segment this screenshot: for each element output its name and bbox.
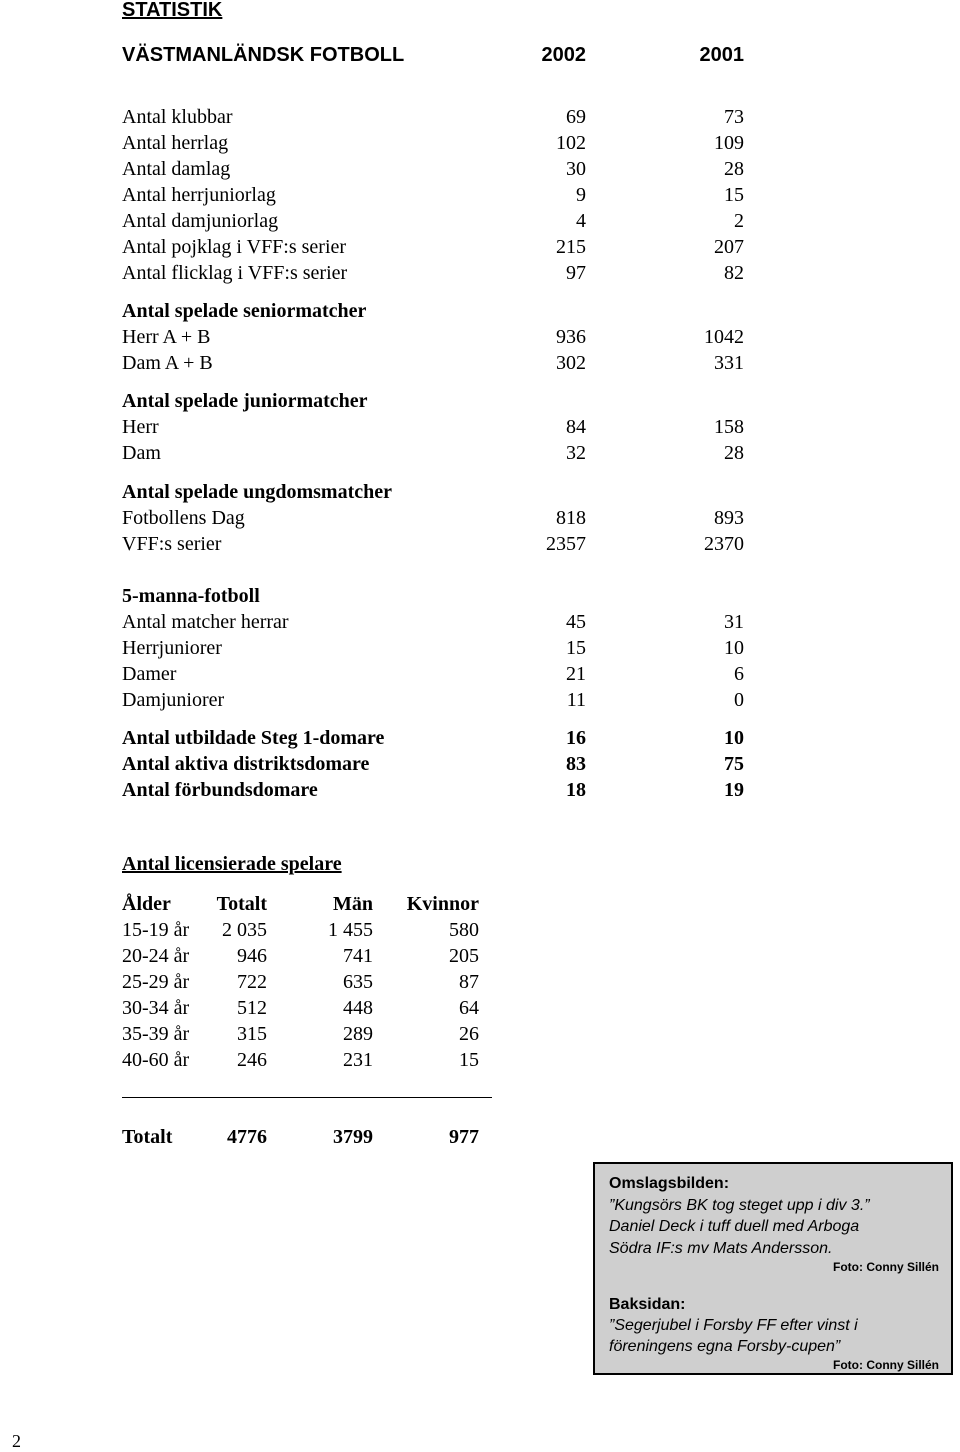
row-label: Antal klubbar <box>122 106 233 128</box>
cell: 246 <box>237 1049 267 1071</box>
value-2002: 102 <box>556 132 586 154</box>
table-row <box>122 1023 479 1049</box>
table-row <box>122 611 744 637</box>
value-2002: 84 <box>566 416 586 438</box>
cover-caption-line: ”Kungsörs BK tog steget upp i div 3.” <box>609 1197 870 1214</box>
table-row <box>122 184 744 210</box>
page-heading: STATISTIK <box>122 0 223 21</box>
cell: 35-39 år <box>122 1023 190 1045</box>
back-caption-line: föreningens egna Forsby-cupen” <box>609 1338 841 1355</box>
row-label: Fotbollens Dag <box>122 507 245 529</box>
row-label: Antal aktiva distriktsdomare <box>122 753 370 775</box>
table-row <box>122 637 744 663</box>
cell: Totalt <box>216 893 267 915</box>
total-divider <box>122 1097 492 1098</box>
value-2001: 75 <box>724 753 744 775</box>
value-2001: 893 <box>714 507 744 529</box>
cell: 580 <box>449 919 479 941</box>
value-2002: 936 <box>556 326 586 348</box>
table-row <box>122 663 744 689</box>
table-row <box>122 236 744 262</box>
value-2001: 109 <box>714 132 744 154</box>
value-2002: 30 <box>566 158 586 180</box>
cell: Kvinnor <box>406 893 479 915</box>
table-row <box>122 300 744 326</box>
table-row <box>122 533 744 559</box>
column-header-2001: 2001 <box>699 44 744 66</box>
table-row <box>122 971 479 997</box>
value-2001: 158 <box>714 416 744 438</box>
row-label: Herrjuniorer <box>122 637 222 659</box>
licensed-players-title: Antal licensierade spelare <box>122 853 342 875</box>
row-label: Herr <box>122 416 159 438</box>
cell: 1 455 <box>328 919 373 941</box>
cell: 635 <box>343 971 373 993</box>
cell: 2 035 <box>222 919 267 941</box>
value-2001: 19 <box>724 779 744 801</box>
value-2002: 45 <box>566 611 586 633</box>
value-2002: 11 <box>566 689 586 711</box>
value-2002: 9 <box>576 184 586 206</box>
table-row <box>122 585 744 611</box>
cell: 977 <box>449 1126 479 1148</box>
row-label: Antal damlag <box>122 158 231 180</box>
value-2001: 10 <box>724 727 744 749</box>
table-row <box>122 132 744 158</box>
table-title: VÄSTMANLÄNDSK FOTBOLL <box>122 44 405 66</box>
cell: 26 <box>459 1023 479 1045</box>
table-row <box>122 753 744 779</box>
value-2001: 28 <box>724 442 744 464</box>
cell: 289 <box>343 1023 373 1045</box>
value-2001: 207 <box>714 236 744 258</box>
value-2001: 31 <box>724 611 744 633</box>
table-row <box>122 262 744 288</box>
row-label: Antal spelade ungdomsmatcher <box>122 481 393 503</box>
table-header-row <box>122 893 479 919</box>
cell: 87 <box>459 971 479 993</box>
table-row <box>122 481 744 507</box>
value-2002: 15 <box>566 637 586 659</box>
cell: 722 <box>237 971 267 993</box>
value-2001: 0 <box>734 689 744 711</box>
row-label: Antal pojklag i VFF:s serier <box>122 236 347 258</box>
cover-photo-credit: Foto: Conny Sillén <box>833 1260 939 1274</box>
cell: 4776 <box>227 1126 267 1148</box>
row-label: Antal spelade juniormatcher <box>122 390 368 412</box>
table-row <box>122 997 479 1023</box>
value-2001: 73 <box>724 106 744 128</box>
row-label: Dam A + B <box>122 352 213 374</box>
cell: 40-60 år <box>122 1049 190 1071</box>
row-label: Antal herrlag <box>122 132 229 154</box>
value-2002: 18 <box>566 779 586 801</box>
value-2002: 21 <box>566 663 586 685</box>
cell: 231 <box>343 1049 373 1071</box>
table-row <box>122 727 744 753</box>
table-row <box>122 919 479 945</box>
photo-caption-box <box>593 1162 953 1375</box>
table-row <box>122 442 744 468</box>
value-2001: 2 <box>734 210 744 232</box>
row-label: 5-manna-fotboll <box>122 585 260 607</box>
table-row <box>122 390 744 416</box>
table-row <box>122 210 744 236</box>
table-row <box>122 106 744 132</box>
row-label: Dam <box>122 442 161 464</box>
row-label: Damer <box>122 663 177 685</box>
table-row <box>122 689 744 715</box>
value-2002: 818 <box>556 507 586 529</box>
value-2001: 28 <box>724 158 744 180</box>
back-caption-title: Baksidan: <box>609 1296 686 1313</box>
value-2002: 83 <box>566 753 586 775</box>
value-2002: 97 <box>566 262 586 284</box>
value-2002: 69 <box>566 106 586 128</box>
cell: Ålder <box>122 893 171 915</box>
table-row <box>122 416 744 442</box>
cell: 448 <box>343 997 373 1019</box>
page-number: 2 <box>12 1431 21 1451</box>
back-photo-credit: Foto: Conny Sillén <box>833 1358 939 1372</box>
value-2002: 2357 <box>546 533 586 555</box>
table-row <box>122 779 744 805</box>
cell: 512 <box>237 997 267 1019</box>
cell: 64 <box>459 997 479 1019</box>
row-label: Antal herrjuniorlag <box>122 184 276 206</box>
cell: 741 <box>343 945 373 967</box>
value-2001: 10 <box>724 637 744 659</box>
cell: Män <box>333 893 373 915</box>
value-2002: 32 <box>566 442 586 464</box>
cell: Totalt <box>122 1126 173 1148</box>
row-label: Antal förbundsdomare <box>122 779 318 801</box>
value-2001: 1042 <box>704 326 744 348</box>
total-row <box>122 1126 479 1152</box>
row-label: VFF:s serier <box>122 533 222 555</box>
value-2001: 2370 <box>704 533 744 555</box>
value-2001: 6 <box>734 663 744 685</box>
cell: 205 <box>449 945 479 967</box>
cell: 315 <box>237 1023 267 1045</box>
cell: 946 <box>237 945 267 967</box>
back-caption-line: ”Segerjubel i Forsby FF efter vinst i <box>609 1317 858 1334</box>
value-2001: 331 <box>714 352 744 374</box>
table-row <box>122 352 744 378</box>
row-label: Antal matcher herrar <box>122 611 289 633</box>
cell: 3799 <box>333 1126 373 1148</box>
table-row <box>122 158 744 184</box>
row-label: Herr A + B <box>122 326 211 348</box>
value-2002: 16 <box>566 727 586 749</box>
value-2002: 4 <box>576 210 586 232</box>
row-label: Antal utbildade Steg 1-domare <box>122 727 385 749</box>
row-label: Antal spelade seniormatcher <box>122 300 367 322</box>
cover-caption-line: Daniel Deck i tuff duell med Arboga <box>609 1218 860 1235</box>
column-header-2002: 2002 <box>541 44 586 66</box>
cover-caption-line: Södra IF:s mv Mats Andersson. <box>609 1240 833 1257</box>
cell: 15 <box>459 1049 479 1071</box>
cell: 30-34 år <box>122 997 190 1019</box>
value-2001: 82 <box>724 262 744 284</box>
table-row <box>122 326 744 352</box>
cell: 20-24 år <box>122 945 190 967</box>
cell: 25-29 år <box>122 971 190 993</box>
value-2002: 215 <box>556 236 586 258</box>
table-row <box>122 1049 479 1075</box>
cover-caption-title: Omslagsbilden: <box>609 1175 730 1192</box>
table-row <box>122 507 744 533</box>
value-2002: 302 <box>556 352 586 374</box>
table-row <box>122 945 479 971</box>
row-label: Antal damjuniorlag <box>122 210 279 232</box>
row-label: Antal flicklag i VFF:s serier <box>122 262 348 284</box>
cell: 15-19 år <box>122 919 190 941</box>
value-2001: 15 <box>724 184 744 206</box>
row-label: Damjuniorer <box>122 689 225 711</box>
